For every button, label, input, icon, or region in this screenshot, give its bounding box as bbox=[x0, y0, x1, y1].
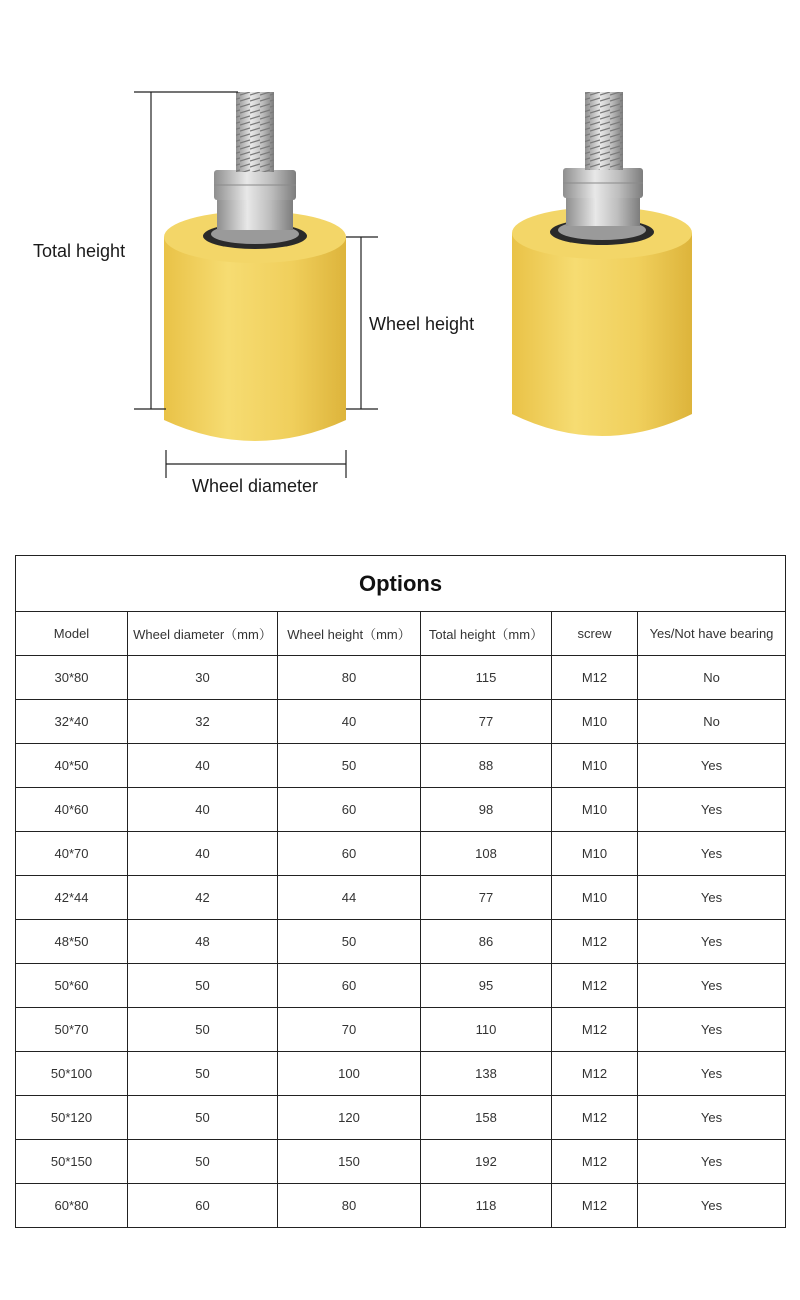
table-cell: 30*80 bbox=[16, 656, 128, 700]
table-row bbox=[16, 1140, 786, 1184]
table-cell: M12 bbox=[552, 656, 638, 700]
table-cell: M10 bbox=[552, 744, 638, 788]
table-row bbox=[16, 920, 786, 964]
table-row bbox=[16, 1008, 786, 1052]
column-header: screw bbox=[552, 612, 638, 656]
table-title: Options bbox=[16, 556, 786, 612]
table-cell: 86 bbox=[421, 920, 552, 964]
table-cell: 40*70 bbox=[16, 832, 128, 876]
table-row bbox=[16, 876, 786, 920]
table-cell: 32 bbox=[128, 700, 278, 744]
left-wheel bbox=[164, 92, 346, 441]
table-cell: M12 bbox=[552, 1140, 638, 1184]
table-cell: 120 bbox=[278, 1096, 421, 1140]
wheel-height-label: Wheel height bbox=[369, 314, 475, 334]
column-header: Total height（mm） bbox=[421, 612, 552, 656]
table-cell: 50*120 bbox=[16, 1096, 128, 1140]
table-cell: 50 bbox=[128, 1008, 278, 1052]
product-illustration bbox=[0, 0, 800, 540]
table-cell: 60 bbox=[278, 832, 421, 876]
table-cell: 50 bbox=[128, 1052, 278, 1096]
table-row bbox=[16, 788, 786, 832]
table-row bbox=[16, 1096, 786, 1140]
table-cell: 60 bbox=[128, 1184, 278, 1228]
total-height-label: Total height bbox=[33, 241, 126, 261]
table-cell: M12 bbox=[552, 920, 638, 964]
table-cell: 98 bbox=[421, 788, 552, 832]
table-cell: 48*50 bbox=[16, 920, 128, 964]
table-cell: 48 bbox=[128, 920, 278, 964]
table-cell: 60 bbox=[278, 964, 421, 1008]
table-cell: Yes bbox=[638, 876, 786, 920]
table-cell: 115 bbox=[421, 656, 552, 700]
wheel-diameter-label: Wheel diameter bbox=[192, 476, 319, 496]
table-cell: 50*150 bbox=[16, 1140, 128, 1184]
table-cell: 50 bbox=[278, 920, 421, 964]
table-cell: 50*60 bbox=[16, 964, 128, 1008]
table-row bbox=[16, 700, 786, 744]
table-cell: 50 bbox=[128, 1140, 278, 1184]
table-row bbox=[16, 744, 786, 788]
table-cell: 77 bbox=[421, 876, 552, 920]
table-cell: M12 bbox=[552, 1008, 638, 1052]
table-cell: 100 bbox=[278, 1052, 421, 1096]
table-cell: 32*40 bbox=[16, 700, 128, 744]
table-cell: Yes bbox=[638, 964, 786, 1008]
column-header: Wheel height（mm） bbox=[278, 612, 421, 656]
table-cell: 118 bbox=[421, 1184, 552, 1228]
table-cell: 50 bbox=[128, 1096, 278, 1140]
table-cell: 40 bbox=[278, 700, 421, 744]
table-cell: 50*70 bbox=[16, 1008, 128, 1052]
table-cell: 50 bbox=[128, 964, 278, 1008]
table-cell: M12 bbox=[552, 964, 638, 1008]
table-row bbox=[16, 1052, 786, 1096]
right-wheel bbox=[512, 92, 692, 436]
table-cell: M12 bbox=[552, 1184, 638, 1228]
table-cell: M12 bbox=[552, 1052, 638, 1096]
table-cell: 42 bbox=[128, 876, 278, 920]
column-header: Yes/Not have bearing bbox=[638, 612, 786, 656]
table-cell: 40*50 bbox=[16, 744, 128, 788]
table-row bbox=[16, 832, 786, 876]
column-header: Model bbox=[16, 612, 128, 656]
wheel-diameter-dimension bbox=[166, 450, 346, 478]
table-body bbox=[16, 656, 786, 1228]
table-cell: 95 bbox=[421, 964, 552, 1008]
table-cell: Yes bbox=[638, 1184, 786, 1228]
table-cell: M10 bbox=[552, 832, 638, 876]
table-cell: 70 bbox=[278, 1008, 421, 1052]
table-cell: 40 bbox=[128, 832, 278, 876]
table-cell: Yes bbox=[638, 832, 786, 876]
wheel-diagram bbox=[0, 0, 800, 540]
table-row bbox=[16, 656, 786, 700]
table-cell: Yes bbox=[638, 1008, 786, 1052]
table-cell: 50*100 bbox=[16, 1052, 128, 1096]
table-cell: 30 bbox=[128, 656, 278, 700]
table-cell: 158 bbox=[421, 1096, 552, 1140]
table-cell: No bbox=[638, 656, 786, 700]
table-cell: 192 bbox=[421, 1140, 552, 1184]
table-cell: 60*80 bbox=[16, 1184, 128, 1228]
table-cell: No bbox=[638, 700, 786, 744]
table-row bbox=[16, 1184, 786, 1228]
table-cell: M10 bbox=[552, 788, 638, 832]
table-header-row bbox=[16, 612, 786, 656]
table-cell: M12 bbox=[552, 1096, 638, 1140]
table-cell: Yes bbox=[638, 1140, 786, 1184]
table-cell: Yes bbox=[638, 1052, 786, 1096]
table-cell: 40*60 bbox=[16, 788, 128, 832]
table-cell: 60 bbox=[278, 788, 421, 832]
table-cell: 138 bbox=[421, 1052, 552, 1096]
column-header: Wheel diameter（mm） bbox=[128, 612, 278, 656]
table-cell: 150 bbox=[278, 1140, 421, 1184]
table-row bbox=[16, 964, 786, 1008]
table-cell: 40 bbox=[128, 788, 278, 832]
table-cell: 110 bbox=[421, 1008, 552, 1052]
table-cell: Yes bbox=[638, 920, 786, 964]
table-cell: M10 bbox=[552, 700, 638, 744]
table-cell: Yes bbox=[638, 744, 786, 788]
table-cell: 50 bbox=[278, 744, 421, 788]
table-cell: 44 bbox=[278, 876, 421, 920]
table-cell: Yes bbox=[638, 788, 786, 832]
table-cell: 42*44 bbox=[16, 876, 128, 920]
table-cell: M10 bbox=[552, 876, 638, 920]
table-cell: 88 bbox=[421, 744, 552, 788]
table-cell: Yes bbox=[638, 1096, 786, 1140]
table-cell: 108 bbox=[421, 832, 552, 876]
table-cell: 80 bbox=[278, 1184, 421, 1228]
options-table bbox=[15, 555, 786, 1228]
table-cell: 40 bbox=[128, 744, 278, 788]
table-cell: 80 bbox=[278, 656, 421, 700]
table-cell: 77 bbox=[421, 700, 552, 744]
